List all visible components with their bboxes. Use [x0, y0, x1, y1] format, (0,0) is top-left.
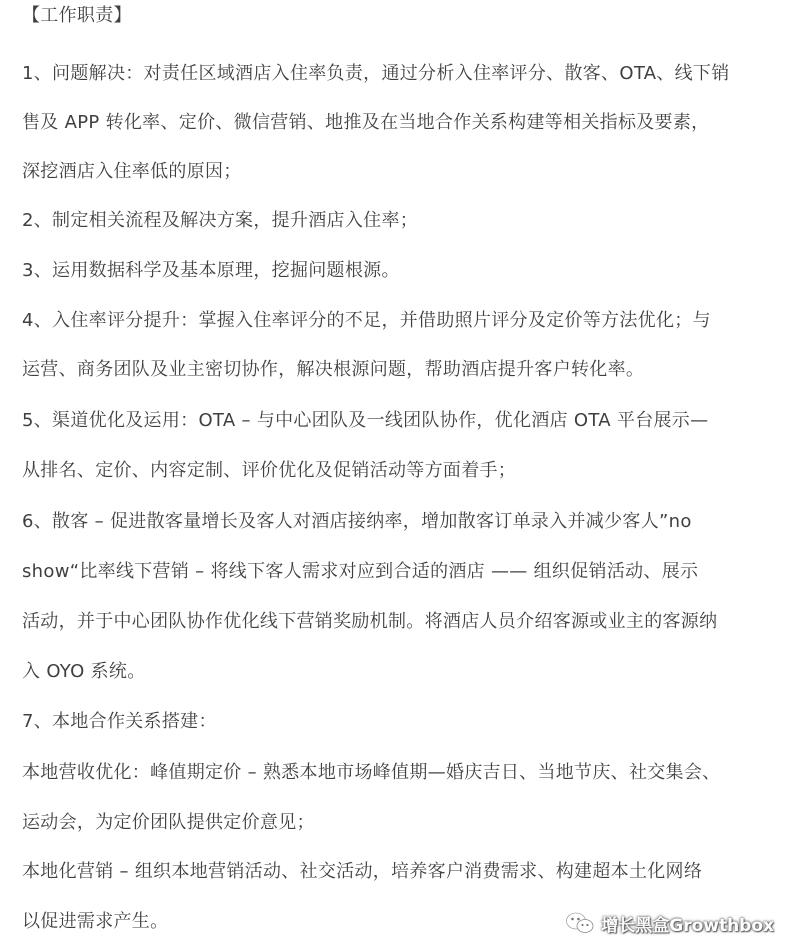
- text-line: 运动会，为定价团队提供定价意见；: [22, 812, 315, 833]
- text-line: 6、散客 – 促进散客量增长及客人对酒店接纳率，增加散客订单录入并减少客人”no: [22, 511, 692, 532]
- text-line: 1、问题解决：对责任区域酒店入住率负责，通过分析入住率评分、散客、OTA、线下销: [22, 63, 730, 84]
- text-line: 入 OYO 系统。: [22, 661, 146, 682]
- text-line: 售及 APP 转化率、定价、微信营销、地推及在当地合作关系构建等相关指标及要素，: [22, 112, 710, 133]
- watermark-text: 增长黑盒Growthbox: [601, 915, 774, 936]
- text-line: 以促进需求产生。: [22, 911, 169, 932]
- watermark: [565, 908, 774, 938]
- text-line: 4、入住率评分提升：掌握入住率评分的不足，并借助照片评分及定价等方法优化；与: [22, 310, 711, 331]
- text-line: 5、渠道优化及运用：OTA – 与中心团队及一线团队协作，优化酒店 OTA 平台展示—: [22, 410, 709, 431]
- text-line: 深挖酒店入住率低的原因；: [22, 161, 242, 182]
- text-line: 3、运用数据科学及基本原理，挖掘问题根源。: [22, 260, 400, 281]
- text-line: 从排名、定价、内容定制、评价优化及促销活动等方面着手；: [22, 460, 517, 481]
- text-line: 运营、商务团队及业主密切协作，解决根源问题，帮助酒店提升客户转化率。: [22, 359, 645, 380]
- wechat-icon: [565, 911, 595, 935]
- text-line: show“比率线下营销 – 将线下客人需求对应到合适的酒店 —— 组织促销活动、展示: [22, 561, 699, 582]
- text-line: 7、本地合作关系搭建：: [22, 711, 217, 732]
- text-line: 活动，并于中心团队协作优化线下营销奖励机制。将酒店人员介绍客源或业主的客源纳: [22, 611, 718, 632]
- text-line: 本地化营销 – 组织本地营销活动、社交活动，培养客户消费需求、构建超本土化网络: [22, 861, 703, 882]
- text-line: 2、制定相关流程及解决方案，提升酒店入住率；: [22, 210, 419, 231]
- section-heading: 【工作职责】: [22, 5, 132, 26]
- text-line: 本地营收优化：峰值期定价 – 熟悉本地市场峰值期—婚庆吉日、当地节庆、社交集会、: [22, 762, 721, 783]
